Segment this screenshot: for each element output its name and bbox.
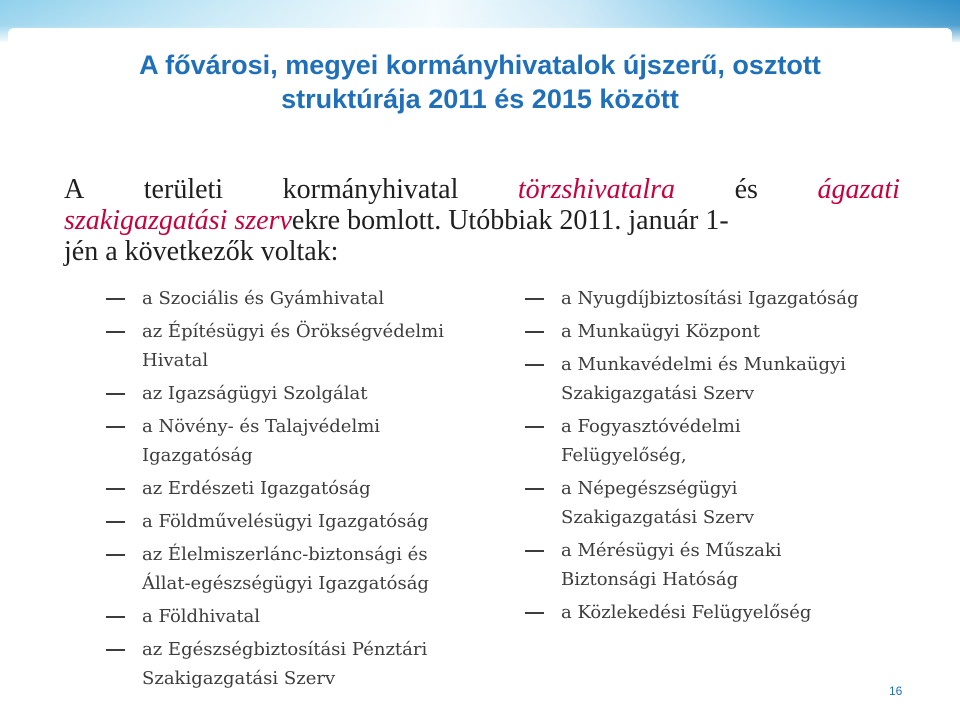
list-item-line: Szakigazgatási Szerv [561, 383, 755, 404]
intro-line-2-rest: ekre bomlott. Utóbbiak 2011. január 1- [291, 205, 729, 236]
list-item [106, 474, 496, 503]
list-item [525, 474, 925, 532]
list-item-line: Hivatal [142, 350, 209, 371]
slide-title [40, 48, 920, 116]
intro-word: és [734, 174, 758, 205]
list-item [525, 536, 925, 594]
list-item-line: a Nyugdíjbiztosítási Igazgatóság [561, 288, 859, 309]
highlight-torzshivatal: törzshivatalra [517, 174, 676, 205]
intro-line-2 [64, 205, 900, 236]
intro-word: területi [143, 174, 224, 205]
list-item [106, 635, 496, 693]
list-item-line: a Szociális és Gyámhivatal [142, 288, 385, 309]
list-item-line: Biztonsági Hatóság [561, 569, 739, 590]
list-item-line: a Közlekedési Felügyelőség [561, 602, 812, 623]
highlight-szakigazgatasi: szakigazgatási szerv [64, 205, 292, 236]
left-list [106, 284, 496, 697]
list-item-line: Szakigazgatási Szerv [142, 668, 336, 689]
list-item [106, 379, 496, 408]
list-item-line: az Építésügyi és Örökségvédelmi [142, 321, 444, 342]
title-line-2: struktúrája 2011 és 2015 között [281, 84, 679, 114]
list-item [525, 284, 925, 313]
list-item-line: az Igazságügyi Szolgálat [142, 383, 368, 404]
list-item-line: Állat-egészségügyi Igazgatóság [142, 573, 429, 594]
list-item-line: a Növény- és Talajvédelmi [142, 416, 381, 437]
intro-line-3: jén a következők voltak: [64, 236, 339, 267]
list-item [106, 507, 496, 536]
right-list [525, 284, 925, 631]
list-item [106, 317, 496, 375]
intro-word: kormányhivatal [282, 174, 459, 205]
list-item-line: a Földművelésügyi Igazgatóság [142, 511, 429, 532]
list-item-line: Igazgatóság [142, 445, 253, 466]
list-item-line: a Munkaügyi Központ [561, 321, 760, 342]
list-item [106, 602, 496, 631]
list-item [106, 284, 496, 313]
intro-word: A [64, 174, 85, 205]
list-item [525, 412, 925, 470]
highlight-agazati: ágazati [817, 174, 900, 205]
list-item [525, 350, 925, 408]
intro-line-1 [64, 174, 900, 205]
list-item [106, 540, 496, 598]
list-item [525, 317, 925, 346]
list-item-line: a Népegészségügyi [561, 478, 738, 499]
list-item-line: az Élelmiszerlánc-biztonsági és [142, 544, 428, 565]
title-line-1: A fővárosi, megyei kormányhivatalok újszerű, osztott [139, 50, 821, 80]
list-item-line: Felügyelőség, [561, 445, 687, 466]
page-number: 16 [889, 684, 903, 698]
list-item [525, 598, 925, 627]
intro-paragraph [64, 174, 900, 267]
list-item-line: Szakigazgatási Szerv [561, 507, 755, 528]
list-item-line: az Egészségbiztosítási Pénztári [142, 639, 428, 660]
list-item-line: a Mérésügyi és Műszaki [561, 540, 782, 561]
list-item [106, 412, 496, 470]
list-item-line: az Erdészeti Igazgatóság [142, 478, 371, 499]
list-item-line: a Fogyasztóvédelmi [561, 416, 741, 437]
list-item-line: a Földhivatal [142, 606, 261, 627]
list-item-line: a Munkavédelmi és Munkaügyi [561, 354, 846, 375]
